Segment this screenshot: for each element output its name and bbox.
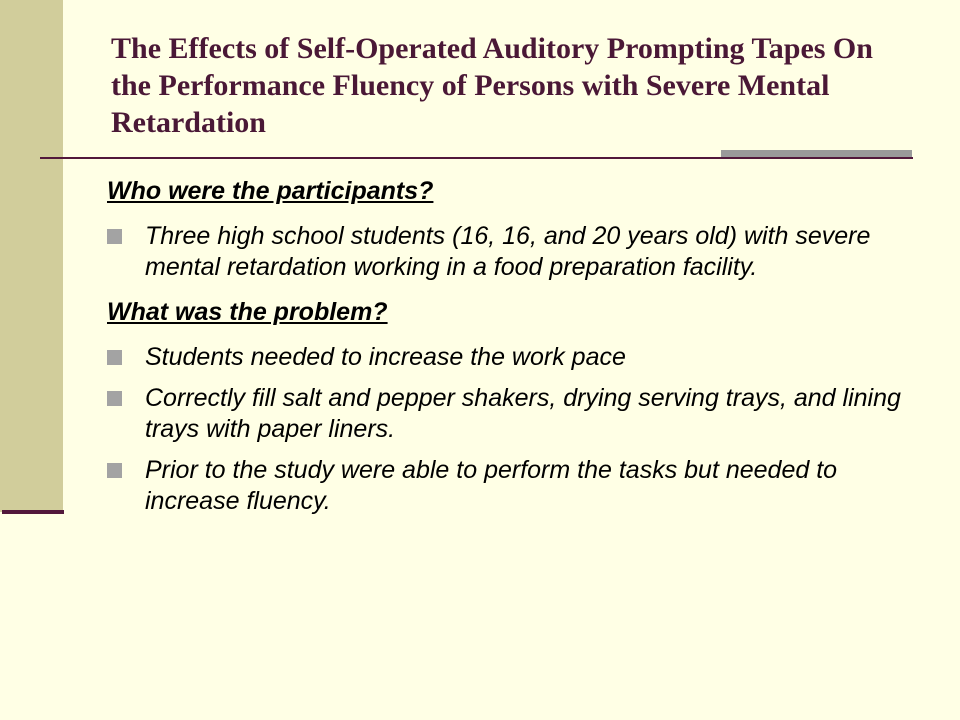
bullet-item — [107, 383, 927, 445]
bullet-item — [107, 342, 927, 373]
problem-bullet-list — [107, 342, 927, 517]
bullet-text: Students needed to increase the work pace — [145, 343, 626, 371]
square-bullet-icon — [107, 229, 122, 244]
square-bullet-icon — [107, 463, 122, 478]
bullet-text: Prior to the study were able to perform the tasks but needed to increase fluency. — [145, 456, 838, 515]
slide-body — [107, 176, 927, 517]
section-heading-problem: What was the problem? — [107, 298, 388, 326]
left-bar-accent-line — [2, 510, 64, 514]
title-divider-rule — [40, 157, 913, 159]
bullet-text: Correctly fill salt and pepper shakers, drying serving trays, and lining trays with paper liners. — [145, 384, 901, 443]
slide-title: The Effects of Self-Operated Auditory Prompting Tapes On the Performance Fluency of Persons with Severe Mental Retardation — [111, 32, 873, 139]
bullet-text: Three high school students (16, 16, and 20 years old) with severe mental retardation working in a food preparation facility. — [145, 222, 871, 281]
bullet-item — [107, 455, 927, 517]
participants-bullet-list — [107, 221, 927, 283]
square-bullet-icon — [107, 391, 122, 406]
square-bullet-icon — [107, 350, 122, 365]
bullet-item — [107, 221, 927, 283]
left-decorative-bar — [0, 0, 63, 512]
section-heading-participants: Who were the participants? — [107, 177, 434, 205]
